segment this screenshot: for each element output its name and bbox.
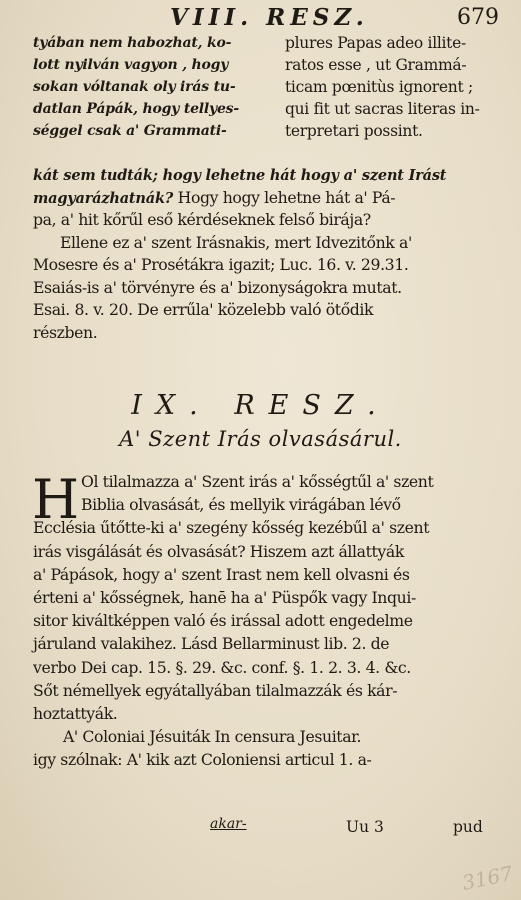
paragraph-continuation <box>33 164 501 344</box>
roman-text: Ellene ez a' szent Irásnakis, mert Idvezitőnk a' <box>60 232 412 252</box>
text-line <box>33 209 501 232</box>
text-line: sitor kiváltképpen való és irással adott engedelme <box>33 611 413 631</box>
text-line: verbo Dei cap. 15. §. 29. &c. conf. §. 1. 2. 3. 4. &c. <box>33 657 411 677</box>
right-column-line: ticam pœnitùs ignorent ; <box>285 78 473 96</box>
italic-text: kát sem tudták; hogy lehetne hát hogy a' szent Irást <box>33 167 447 184</box>
right-column-line: qui fit ut sacras literas in- <box>285 100 480 118</box>
two-column-section <box>33 32 503 142</box>
text-line: igy szólnak: A' kik azt Coloniensi articul 1. a- <box>33 750 372 770</box>
right-column-line: ratos esse , ut Grammá- <box>285 56 467 74</box>
signature-mark: Uu 3 <box>346 818 384 836</box>
running-header <box>0 4 521 32</box>
column-row <box>33 120 503 142</box>
column-row <box>33 76 503 98</box>
column-row <box>33 98 503 120</box>
italic-text: magyarázhatnák? <box>33 189 174 207</box>
left-column-line: datlan Pápák, hogy tellyes- <box>33 101 239 117</box>
text-line: a' Pápások, hogy a' szent Irast nem kell olvasni és <box>33 564 410 584</box>
roman-text: Esaiás-is a' törvényre és a' bizonyságokra mutat. <box>33 277 402 297</box>
text-line: Ecclésia űtőtte-ki a' szegény kősség kezébűl a' szent <box>33 518 430 538</box>
text-line: irás visgálását és olvasását? Hiszem azt állattyák <box>33 541 404 561</box>
text-line <box>33 187 501 210</box>
right-column-line: terpretari possint. <box>285 122 423 140</box>
chapter-body <box>33 470 501 771</box>
text-line: Sőt némellyek egyátallyában tilalmazzák és kár- <box>33 680 398 700</box>
left-column-line: lott nyilván vagyon , hogy <box>33 57 229 73</box>
page-number: 679 <box>457 5 499 30</box>
right-column-line: plures Papas adeo illite- <box>285 34 466 52</box>
running-title: VIII. RESZ. <box>170 4 369 31</box>
left-column-line: séggel csak a' Grammati- <box>33 123 227 139</box>
catchline <box>33 818 501 840</box>
roman-text: Esai. 8. v. 20. De errűla' közelebb való ötődik <box>33 300 374 319</box>
text-line <box>33 299 501 322</box>
text-line <box>33 277 501 300</box>
text-line: érteni a' kősségnek, hanē ha a' Püspők vagy Inqui- <box>33 587 416 607</box>
drop-cap: H <box>32 468 80 531</box>
text-line <box>33 322 501 345</box>
text-line <box>33 164 501 187</box>
text-line: járuland valakihez. Lásd Bellarminust lib. 2. de <box>33 634 390 654</box>
catchword: pud <box>453 818 483 836</box>
catchword-left: akar- <box>210 816 247 832</box>
roman-text: részben. <box>33 322 98 342</box>
roman-text: Mosesre és a' Prosétákra igazit; Luc. 16. v. 29.31. <box>33 255 409 274</box>
left-column-line: tyában nem habozhat, ko- <box>33 35 232 51</box>
text-line: Biblia olvasását, és mellyik virágában lévő <box>81 495 401 515</box>
roman-text: pa, a' hit kőrűl eső kérdéseknek felső birája? <box>33 210 371 229</box>
roman-text: Hogy hogy lehetne hát a' Pá- <box>173 187 396 207</box>
left-column-line: sokan vóltanak oly irás tu- <box>33 79 236 95</box>
text-line: hoztattyák. <box>33 703 118 723</box>
chapter-title: IX. RESZ. <box>131 390 390 421</box>
text-line <box>33 232 501 255</box>
text-line: Ol tilalmazza a' Szent irás a' kősségtűl a' szent <box>81 472 434 491</box>
chapter-subtitle: A' Szent Irás olvasásárul. <box>119 427 402 451</box>
column-row <box>33 54 503 76</box>
column-row <box>33 32 503 54</box>
text-line <box>33 254 501 277</box>
margin-note: 3167 <box>460 860 515 896</box>
text-line: A' Coloniai Jésuiták In censura Jesuitar. <box>63 727 362 747</box>
